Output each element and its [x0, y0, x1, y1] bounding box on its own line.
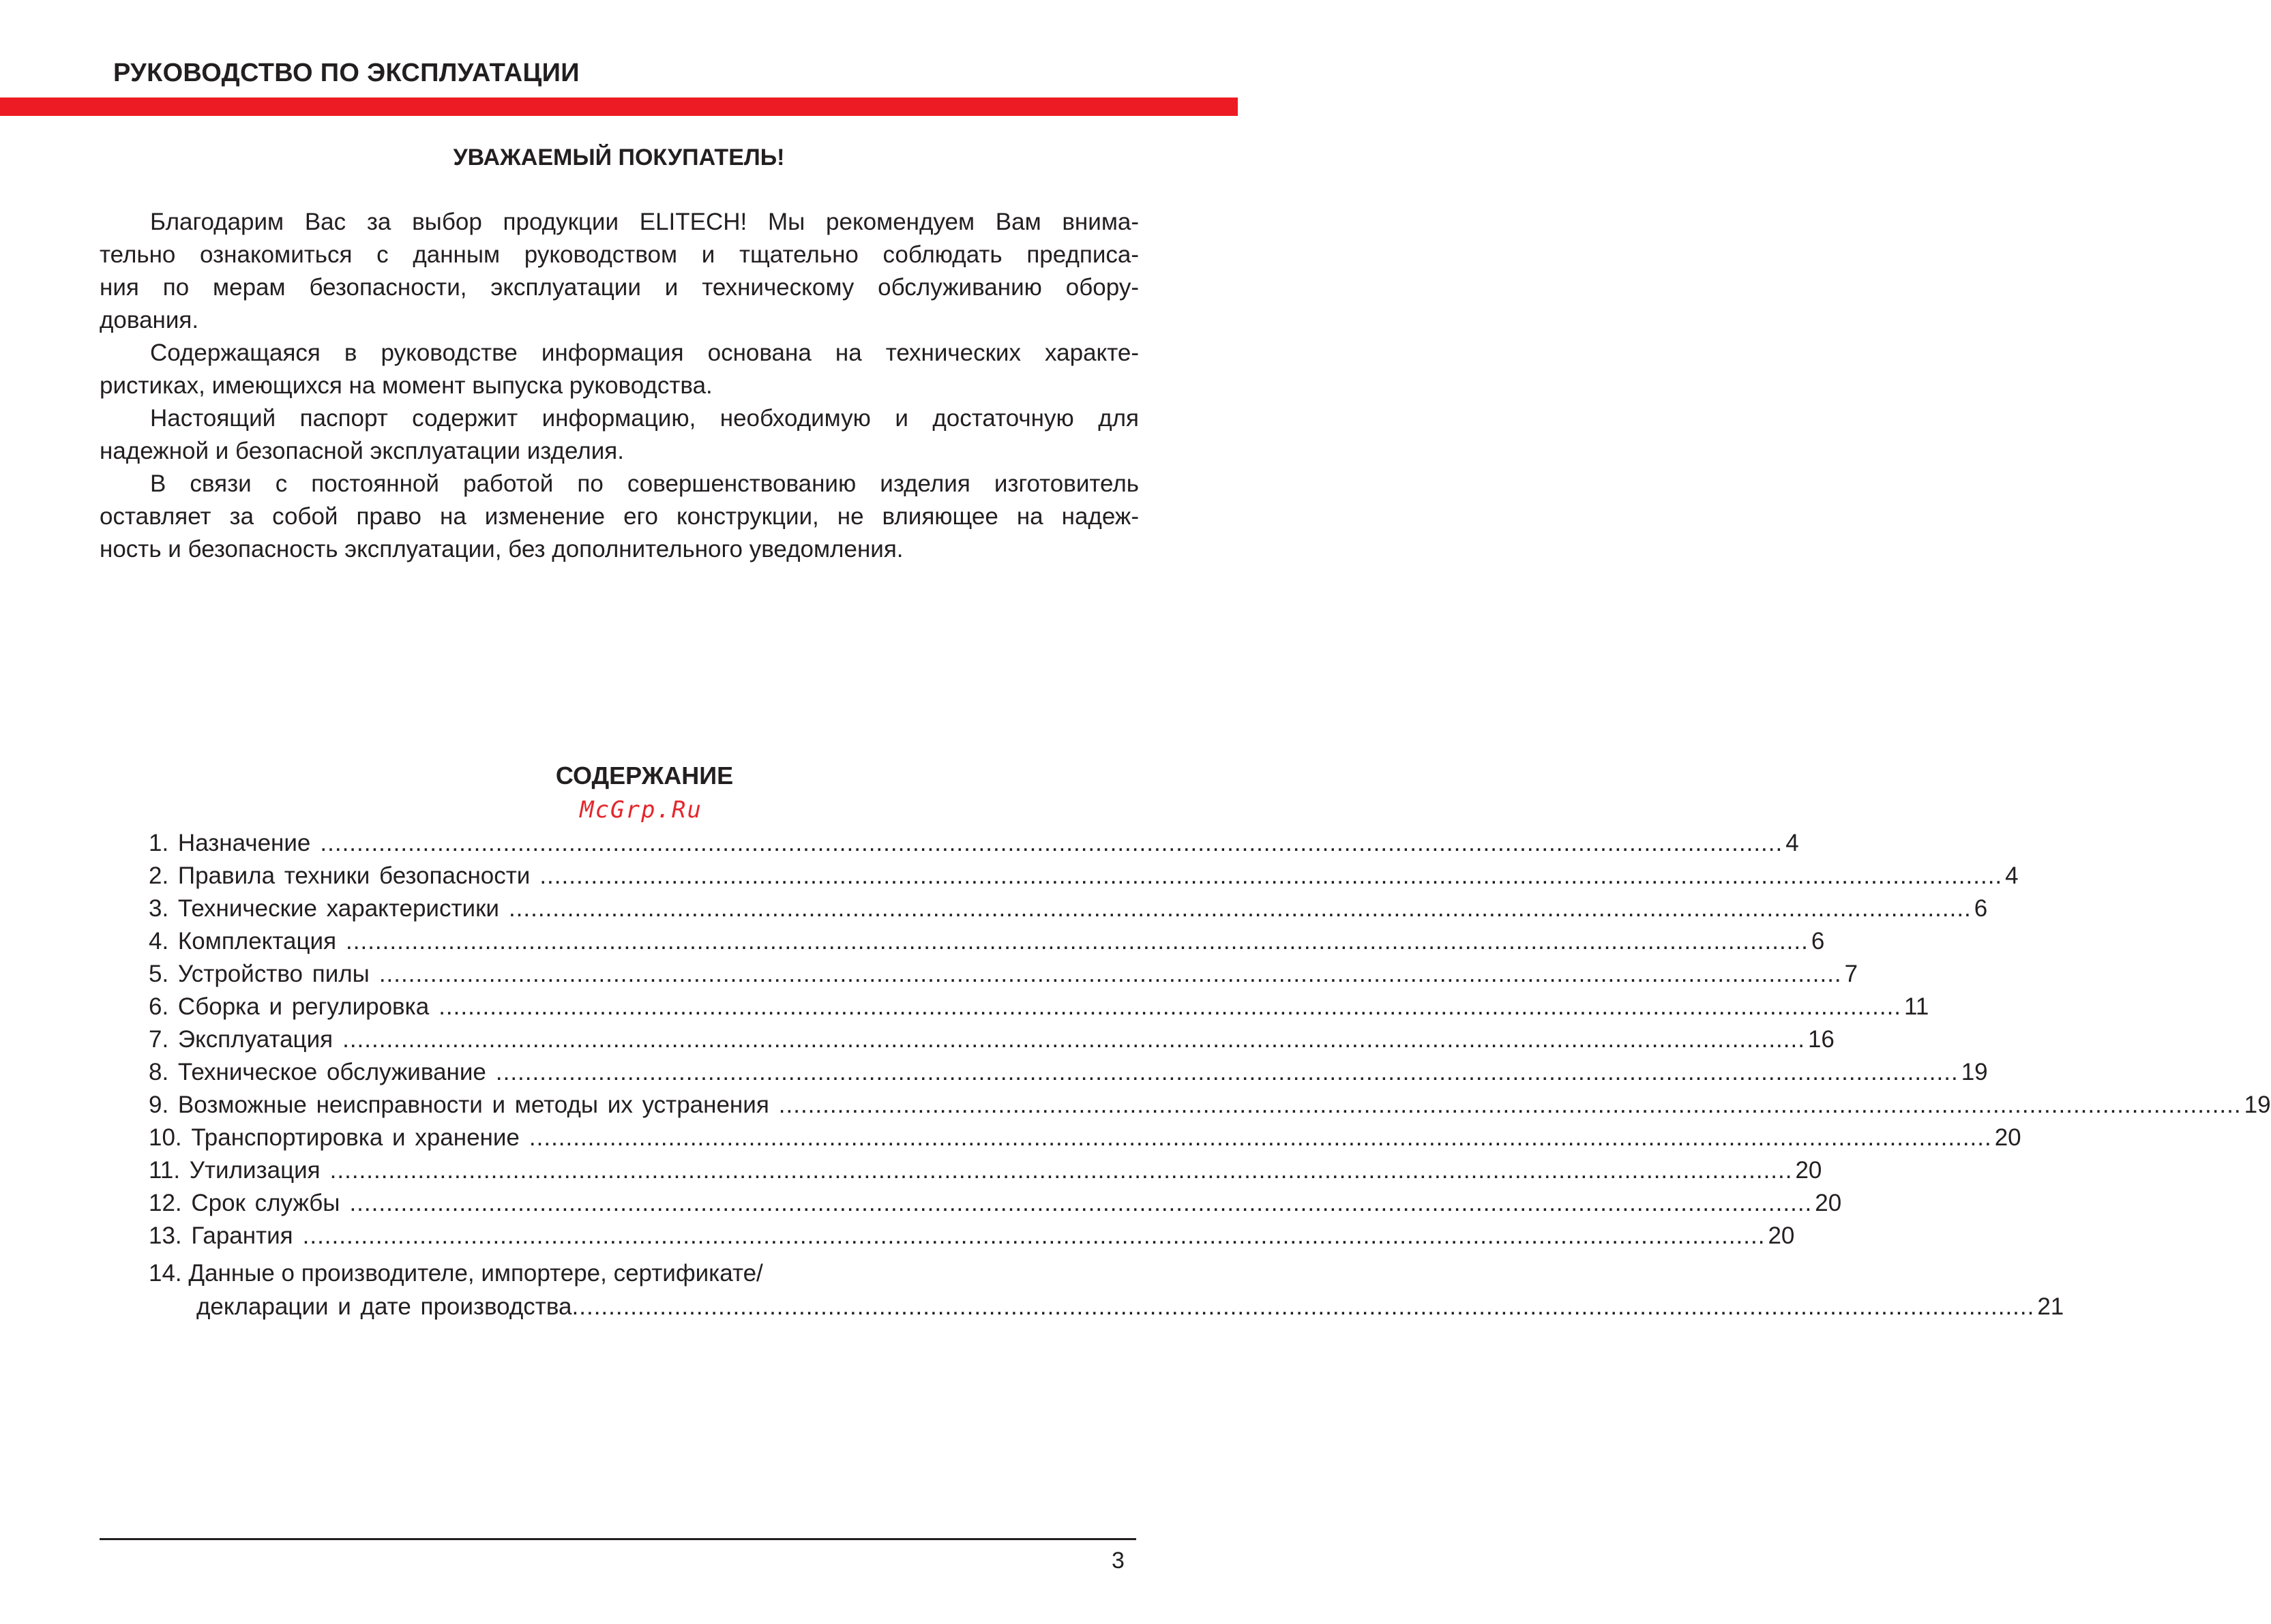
intro-line: В связи с постоянной работой по совершенствованию изделия изготовитель: [150, 470, 1139, 497]
toc-item-page: 6: [1811, 928, 1825, 954]
toc-item-label: 14. Данные о производителе, импортере, сертификате/: [149, 1260, 763, 1287]
toc-leader-dots: ........................................................................................................................................................................................................: [320, 830, 1783, 856]
toc-item-page: 11: [1904, 993, 1929, 1020]
toc-item-label: декларации и дате производства: [196, 1293, 572, 1320]
toc-item: [149, 991, 1929, 1023]
toc-leader-dots: ........................................................................................................................................................................................................: [778, 1092, 2242, 1118]
toc-item-label: 4. Комплектация: [149, 928, 337, 954]
toc-item-label: 2. Правила техники безопасности: [149, 862, 531, 889]
toc-item-label: 10. Транспортировка и хранение: [149, 1124, 520, 1151]
toc-leader-dots: ........................................................................................................................................................................................................: [378, 961, 1842, 987]
toc-item-label: 8. Техническое обслуживание: [149, 1059, 486, 1085]
intro-line: дования.: [100, 307, 199, 333]
toc-leader-dots: ........................................................................................................................................................................................................: [529, 1124, 1992, 1151]
footer-divider: [100, 1538, 1136, 1540]
intro-paragraph-4: [100, 468, 1139, 566]
intro-paragraph-3: [100, 402, 1139, 468]
toc-item-label: 12. Срок службы: [149, 1190, 340, 1216]
toc-item-multiline: [149, 1257, 2064, 1323]
toc-item: [149, 1154, 1822, 1187]
toc-item-page: 6: [1974, 895, 1988, 922]
intro-line: Содержащаяся в руководстве информация основана на технических характе-: [150, 340, 1139, 366]
toc-item: [149, 860, 2019, 892]
intro-paragraph-2: [100, 337, 1139, 402]
toc-item-page: 19: [2244, 1092, 2271, 1118]
toc-item-page: 20: [1994, 1124, 2021, 1151]
toc-item: [149, 1089, 2271, 1122]
toc-item: [149, 1220, 1795, 1252]
toc-item-page: 7: [1844, 961, 1858, 987]
toc-item-page: 20: [1768, 1222, 1795, 1249]
toc-item: [149, 827, 1799, 860]
toc-item-label: 9. Возможные неисправности и методы их устранения: [149, 1092, 769, 1118]
toc-item-page: 16: [1807, 1026, 1835, 1053]
intro-line: ность и безопасность эксплуатации, без дополнительного уведомления.: [100, 536, 904, 562]
toc-leader-dots: ........................................................................................................................................................................................................: [495, 1059, 1959, 1085]
intro-line: тельно ознакомиться с данным руководством и тщательно соблюдать предписа-: [100, 241, 1139, 268]
toc-item-page: 19: [1961, 1059, 1988, 1085]
toc-leader-dots: ........................................................................................................................................................................................................: [539, 862, 2003, 889]
toc-leader-dots: ........................................................................................................................................................................................................: [302, 1222, 1766, 1249]
toc-leader-dots: ........................................................................................................................................................................................................: [439, 993, 1902, 1020]
intro-line: Благодарим Вас за выбор продукции ELITECH! Мы рекомендуем Вам внима-: [150, 209, 1139, 235]
intro-paragraph-1: [100, 206, 1139, 337]
intro-line: надежной и безопасной эксплуатации изделия.: [100, 438, 624, 464]
toc-item: [149, 958, 1858, 991]
greeting-heading: УВАЖАЕМЫЙ ПОКУПАТЕЛЬ!: [453, 145, 785, 170]
toc-leader-dots: ........................................................................................................................................................................................................: [572, 1293, 2035, 1320]
intro-line: ристиках, имеющихся на момент выпуска руководства.: [100, 372, 713, 399]
toc-item-label: 5. Устройство пилы: [149, 961, 370, 987]
toc-item: [149, 1023, 1835, 1056]
toc-leader-dots: ........................................................................................................................................................................................................: [349, 1190, 1813, 1216]
toc-item-page: 4: [1785, 830, 1799, 856]
intro-text: [100, 206, 1139, 566]
intro-line: ния по мерам безопасности, эксплуатации и техническому обслуживанию обору-: [100, 274, 1139, 301]
toc-leader-dots: ........................................................................................................................................................................................................: [346, 928, 1809, 954]
toc-item: [149, 1187, 1842, 1220]
toc-item-label: 11. Утилизация: [149, 1157, 321, 1184]
toc-leader-dots: ........................................................................................................................................................................................................: [342, 1026, 1805, 1053]
toc-leader-dots: ........................................................................................................................................................................................................: [508, 895, 1972, 922]
toc-item-label: 7. Эксплуатация: [149, 1026, 333, 1053]
toc-title: СОДЕРЖАНИЕ: [555, 762, 734, 790]
table-of-contents: [149, 827, 2271, 1323]
toc-item-label: 13. Гарантия: [149, 1222, 293, 1249]
toc-leader-dots: ........................................................................................................................................................................................................: [329, 1157, 1793, 1184]
toc-item: [149, 1056, 1988, 1089]
toc-item-continuation: [149, 1291, 2064, 1323]
toc-item: [149, 892, 1988, 925]
intro-line: оставляет за собой право на изменение его конструкции, не влияющее на надеж-: [100, 503, 1139, 530]
toc-item-label: 1. Назначение: [149, 830, 311, 856]
toc-item-page: 20: [1795, 1157, 1822, 1184]
page-number: 3: [1112, 1548, 1125, 1574]
toc-item-page: 4: [2005, 862, 2019, 889]
toc-item: [149, 1122, 2021, 1154]
header-red-bar: [0, 97, 1238, 116]
toc-item-page: 20: [1815, 1190, 1842, 1216]
watermark-text: McGrp.Ru: [580, 796, 702, 824]
toc-item: [149, 925, 1825, 958]
intro-line: Настоящий паспорт содержит информацию, необходимую и достаточную для: [150, 405, 1139, 432]
toc-item-page: 21: [2037, 1293, 2064, 1320]
toc-item-label: 3. Технические характеристики: [149, 895, 499, 922]
toc-item-label: 6. Сборка и регулировка: [149, 993, 430, 1020]
document-header-title: РУКОВОДСТВО ПО ЭКСПЛУАТАЦИИ: [113, 59, 580, 87]
